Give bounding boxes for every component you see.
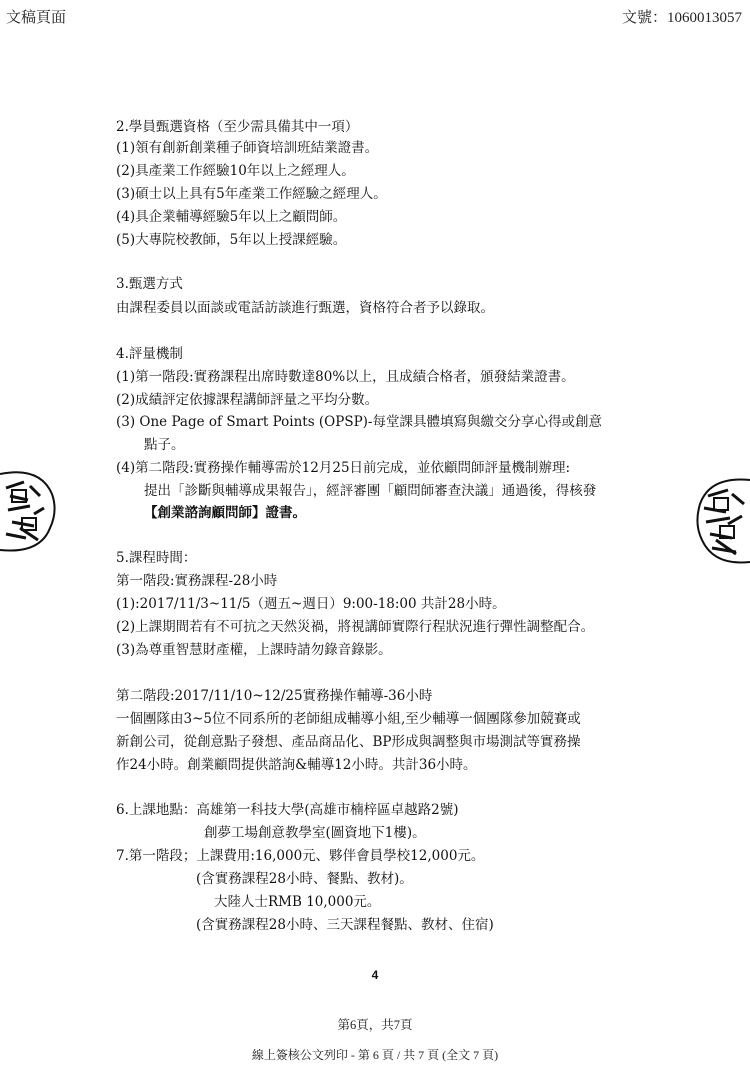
right-seal-stamp — [692, 476, 750, 566]
list-item-continuation: 提出「診斷與輔導成果報告」，經評審團「顧問師審查決議」通過後，得核發 — [144, 483, 597, 499]
list-item: (5)大專院校教師，5年以上授課經驗。 — [116, 232, 347, 248]
paragraph: 一個團隊由3~5位不同系所的老師組成輔導小組,至少輔導一個團隊參加競賽或 — [116, 711, 581, 727]
list-item: (1)第一階段:實務課程出席時數達80%以上，且成績合格者，頒發結業證書。 — [116, 369, 575, 385]
list-item: (2)上課期間若有不可抗之天然災禍，將視講師實際行程狀況進行彈性調整配合。 — [116, 619, 595, 635]
list-item: (3)為尊重智慧財產權，上課時請勿錄音錄影。 — [116, 642, 392, 658]
phase-1-title: 第一階段:實務課程-28小時 — [116, 573, 278, 589]
fee-note: (含實務課程28小時、餐點、教材)。 — [196, 871, 413, 887]
page-footer: 第6頁，共7頁 — [337, 1018, 413, 1032]
list-item: (2)成績評定依據課程講師評量之平均分數。 — [116, 392, 379, 408]
fee-mainland: 大陸人士RMB 10,000元。 — [214, 894, 381, 910]
section-5-heading: 5.課程時間： — [116, 550, 197, 566]
left-seal-stamp — [0, 466, 58, 556]
section-4-heading: 4.評量機制 — [116, 346, 183, 362]
list-item: (2)具產業工作經驗10年以上之經理人。 — [116, 163, 355, 179]
list-item-continuation: 點子。 — [144, 437, 185, 453]
phase-2-title: 第二階段:2017/11/10~12/25實務操作輔導-36小時 — [116, 688, 433, 704]
section-7-fee: 7.第一階段；上課費用:16,000元、夥伴會員學校12,000元。 — [116, 848, 485, 864]
list-item: (3) One Page of Smart Points (OPSP)-每堂課具體填寫與繳交分享心得或創意 — [116, 414, 602, 430]
section-3-heading: 3.甄選方式 — [116, 276, 183, 292]
header-doc-type: 文稿頁面 — [6, 10, 67, 26]
paragraph: 作24小時。創業顧問提供諮詢&輔導12小時。共計36小時。 — [116, 757, 477, 773]
list-item: (3)碩士以上具有5年產業工作經驗之經理人。 — [116, 186, 387, 202]
paragraph: 新創公司，從創意點子發想、產品商品化、BP形成與調整與市場測試等實務操 — [116, 734, 581, 750]
list-item: (4)具企業輔導經驗5年以上之顧問師。 — [116, 209, 347, 225]
list-item: (4)第二階段:實務操作輔導需於12月25日前完成，並依顧問師評量機制辦理: — [116, 460, 571, 476]
section-6-location: 6.上課地點：高雄第一科技大學(高雄市楠梓區卓越路2號) — [116, 802, 459, 818]
fee-note: (含實務課程28小時、三天課程餐點、教材、住宿) — [196, 917, 494, 933]
print-footer: 線上簽核公文列印 - 第 6 頁 / 共 7 頁 (全文 7 頁) — [251, 1048, 499, 1062]
paragraph: 由課程委員以面談或電話訪談進行甄選，資格符合者予以錄取。 — [116, 300, 494, 316]
header-doc-number: 文號：1060013057 — [621, 10, 742, 26]
list-item: (1):2017/11/3~11/5（週五~週日）9:00-18:00 共計28小時。 — [116, 596, 506, 612]
inner-page-number: 4 — [371, 968, 379, 982]
location-room: 創夢工場創意教學室(圖資地下1樓)。 — [204, 825, 426, 841]
certificate-name: 【創業諮詢顧問師】證書。 — [144, 505, 306, 521]
list-item: (1)領有創新創業種子師資培訓班結業證書。 — [116, 140, 379, 156]
section-2-heading: 2.學員甄選資格（至少需具備其中一項） — [116, 119, 359, 135]
